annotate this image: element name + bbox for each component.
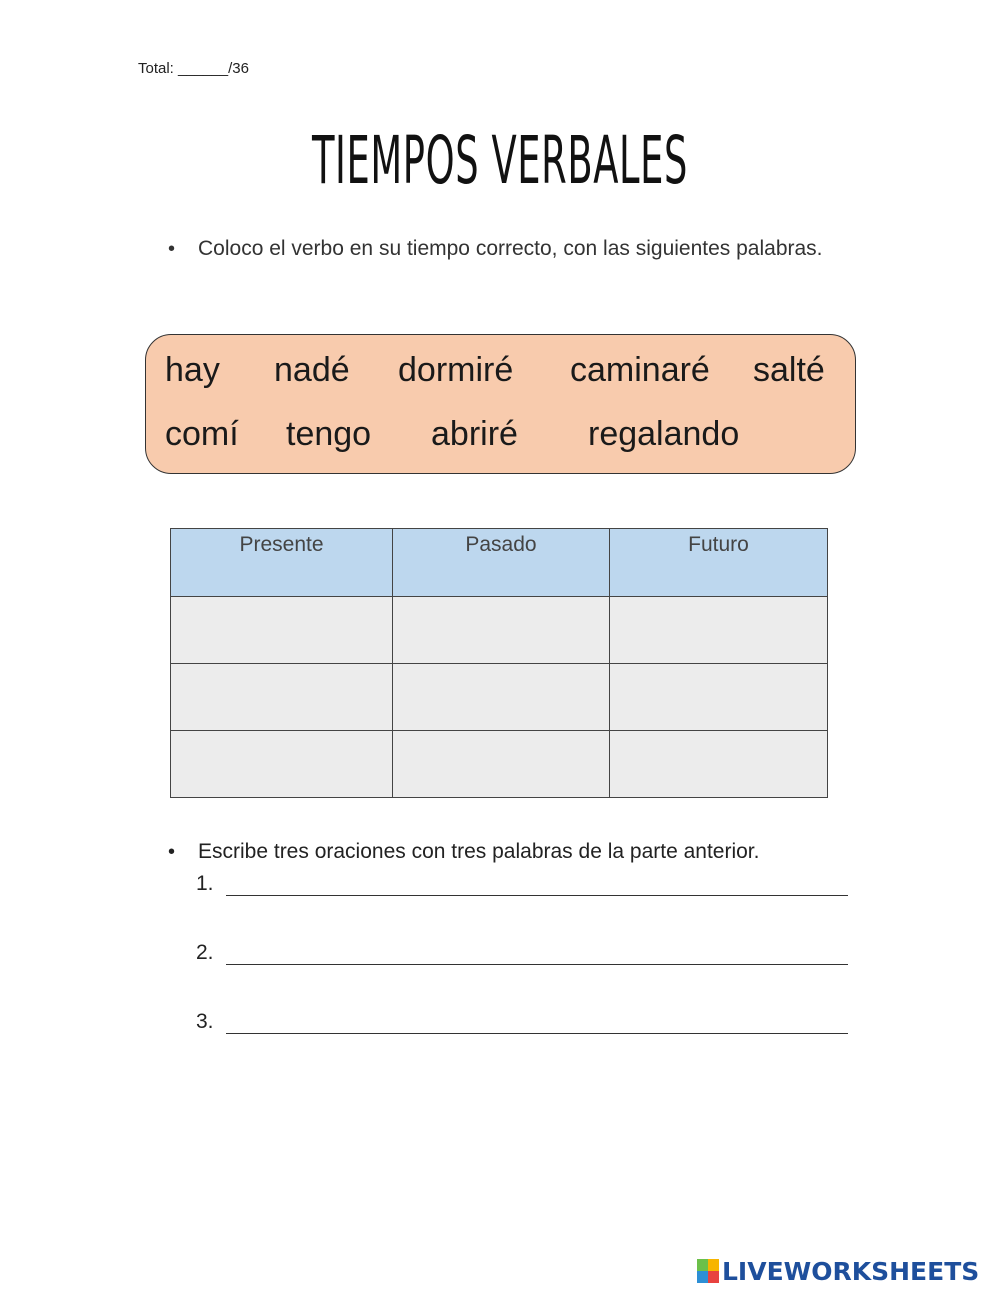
page-title: TIEMPOS VERBALES (311, 122, 689, 199)
word-regalando[interactable]: regalando (588, 415, 740, 453)
instruction-1 (168, 232, 828, 266)
word-hay[interactable]: hay (165, 351, 220, 389)
sentence-line-2 (196, 941, 848, 965)
word-bank (145, 334, 856, 474)
line-number: 2. (196, 941, 214, 964)
tense-table (170, 528, 828, 798)
liveworksheets-logo-icon (697, 1259, 719, 1283)
drop-cell-futuro[interactable] (610, 597, 828, 664)
header-pasado: Pasado (393, 529, 610, 597)
table-row (171, 664, 828, 731)
logo-text: LIVEWORKSHEETS (722, 1256, 980, 1286)
sentence-input-2[interactable] (226, 942, 848, 965)
total-score: Total: ______/36 (138, 60, 249, 77)
drop-cell-futuro[interactable] (610, 664, 828, 731)
table-header-row (171, 529, 828, 597)
table-row (171, 731, 828, 798)
drop-cell-pasado[interactable] (393, 731, 610, 798)
drop-cell-futuro[interactable] (610, 731, 828, 798)
header-presente: Presente (171, 529, 393, 597)
line-number: 1. (196, 872, 214, 895)
instruction-1-text: Coloco el verbo en su tiempo correcto, con las siguientes palabras. (198, 237, 823, 260)
drop-cell-presente[interactable] (171, 664, 393, 731)
bullet-icon: • (168, 841, 176, 863)
word-caminare[interactable]: caminaré (570, 351, 710, 389)
bullet-icon: • (168, 238, 176, 260)
drop-cell-presente[interactable] (171, 731, 393, 798)
header-futuro: Futuro (610, 529, 828, 597)
drop-cell-pasado[interactable] (393, 664, 610, 731)
word-nade[interactable]: nadé (274, 351, 350, 389)
word-dormire[interactable]: dormiré (398, 351, 514, 389)
sentence-line-3 (196, 1010, 848, 1034)
word-tengo[interactable]: tengo (286, 415, 372, 453)
word-abrire[interactable]: abriré (431, 415, 518, 453)
instruction-2-text: Escribe tres oraciones con tres palabras de la parte anterior. (198, 840, 760, 863)
sentence-line-1 (196, 872, 848, 896)
drop-cell-pasado[interactable] (393, 597, 610, 664)
drop-cell-presente[interactable] (171, 597, 393, 664)
instruction-2 (168, 837, 868, 867)
table-row (171, 597, 828, 664)
liveworksheets-logo (697, 1255, 979, 1287)
sentence-input-3[interactable] (226, 1011, 848, 1034)
word-comi[interactable]: comí (165, 415, 239, 453)
sentence-input-1[interactable] (226, 873, 848, 896)
word-salte[interactable]: salté (753, 351, 825, 389)
line-number: 3. (196, 1010, 214, 1033)
